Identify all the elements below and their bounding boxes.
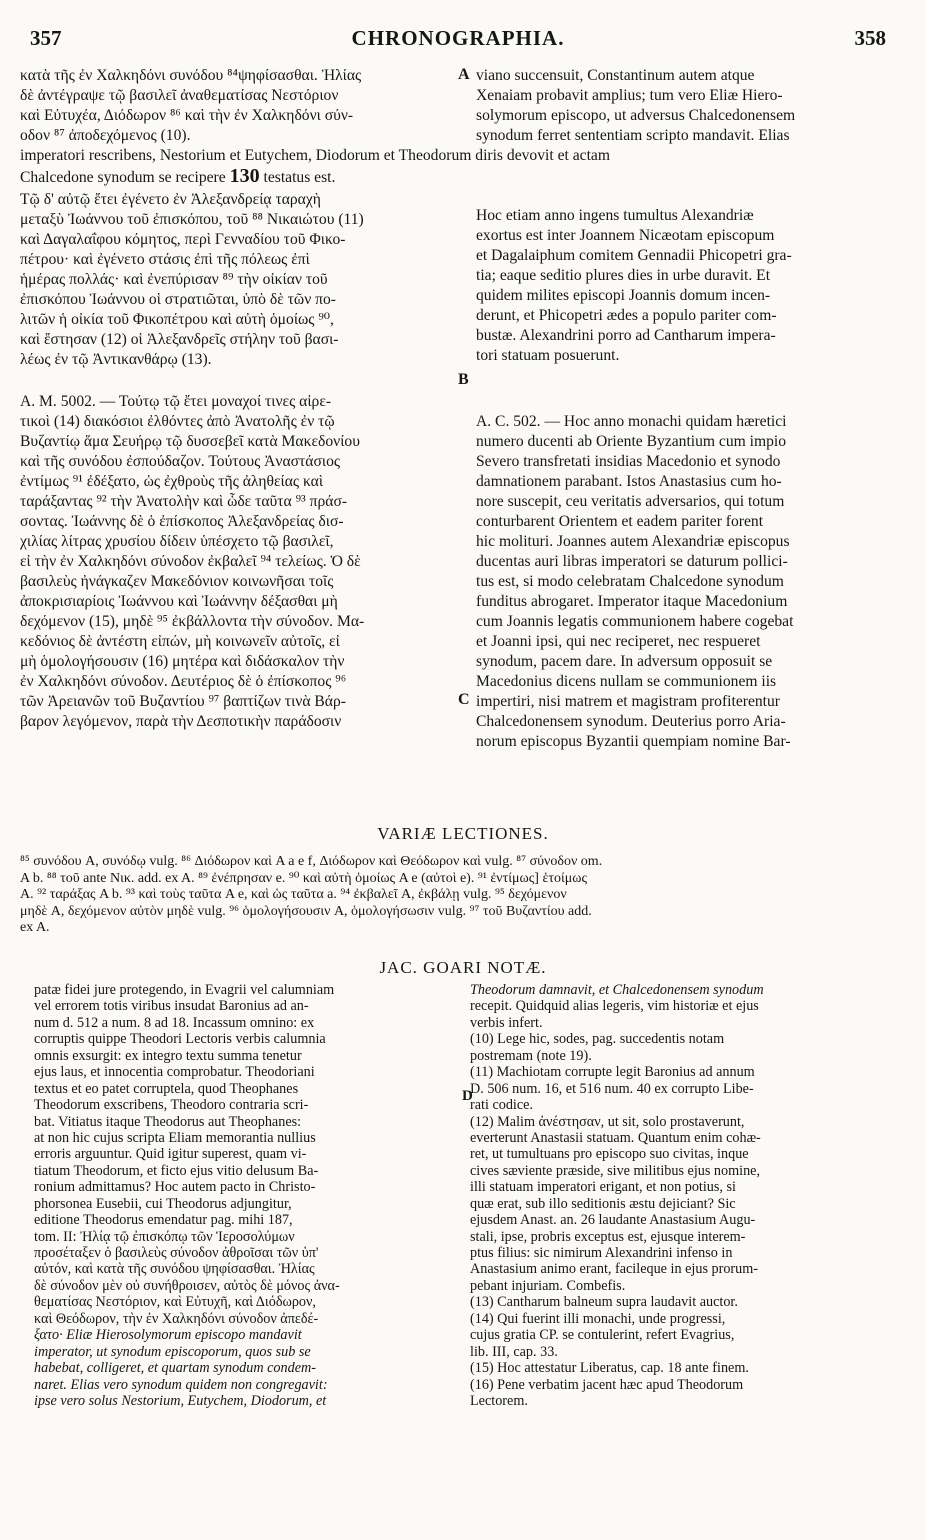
greek-line: Α. Μ. 5002. — Τούτῳ τῷ ἔτει μοναχοί τινες αἱρε- [20,393,332,410]
note-line: αὐτόν, καὶ κατὰ τῆς συνόδου ψηφίσασθαι. Ἠλίας [34,1261,315,1278]
margin-number: 130 [229,166,260,186]
latin-column-block-2 [476,206,896,366]
variant-line: A. ⁹² ταράξας A b. ⁹³ καὶ τοὺς ταῦτα A e, καὶ ὡς ταῦτα a. ⁹⁴ ἐκβαλεῖ A, ἐκβάλῃ vulg. ⁹⁵ δεχόμενον [20,887,567,902]
variae-lectiones-block [20,854,896,937]
note-line: δὲ σύνοδον μὲν οὐ συνήθροισεν, αὐτὸς δὲ μόνος ἀνα- [34,1277,340,1294]
note-line: rati codice. [470,1097,534,1114]
note-line: ξατο· Eliæ Hierosolymorum episcopo mandavit [34,1327,302,1344]
greek-line: ἐν Χαλκηδόνι σύνοδον. Δευτέριος δὲ ὁ ἐπίσκοπος ⁹⁶ [20,673,347,690]
variant-line: ex A. [20,920,50,935]
greek-line: σοντας. Ἰωάννης δὲ ὁ ἐπίσκοπος Ἀλεξανδρείας δισ- [20,513,344,530]
variae-lectiones-title: VARIÆ LECTIONES. [377,824,549,843]
note-line: patæ fidei jure protegendo, in Evagrii vel calumniam [34,982,335,998]
full-width-latin-lines [20,146,896,186]
greek-line: καὶ Δαγαλαΐφου κόμητος, περὶ Γενναδίου τοῦ Φικο- [20,231,346,248]
note-line: num d. 512 a num. 8 ad 18. Incassum omnino: ex [34,1014,315,1031]
greek-line: καὶ Εὐτυχέα, Διόδωρον ⁸⁶ καὶ τὴν ἐν Χαλκηδόνι σύν- [20,107,354,124]
note-line: stali, ipse, probris exceptus est, ejusque interem- [470,1228,746,1245]
greek-line: κεδόνιος δὲ ἀντέστη εἰπών, μὴ κοινωνεῖν αὐτοῖς, εἰ [20,633,340,650]
note-line: θεματίσας Νεστόριον, καὶ Εὐτυχῆ, καὶ Διόδωρον, [34,1294,316,1311]
latin-line: et Dagalaiphum comitem Gennadii Phicopetri gra- [476,247,792,264]
greek-line: χιλίας λίτρας χρυσίου δίδειν ὑπέσχετο τῷ βασιλεῖ, [20,533,334,550]
latin-line: hic molituri. Joannes autem Alexandriæ episcopus [476,533,790,550]
latin-line: imperatori rescribens, Nestorium et Eutychem, Diodorum et Theodorum diris devovit et actam [20,147,610,164]
right-page-number: 358 [854,26,886,50]
note-line: naret. Elias vero synodum quidem non congregavit: [34,1376,328,1393]
variant-line: ⁸⁵ συνόδου A, συνόδῳ vulg. ⁸⁶ Διόδωρον καὶ A a e f, Διόδωρον καὶ Θεόδωρον καὶ vulg. ⁸⁷ σύνοδον om. [20,854,603,869]
latin-line: Severo transfretati insidias Macedonio et synodo [476,453,781,470]
latin-line: bustæ. Alexandrini porro ad Cantharum impera- [476,327,776,344]
latin-line: synodum, pacem dare. In adversum opposuit se [476,653,773,670]
latin-line: nore suscepit, ceu veritatis adversarios, qui totum [476,493,785,510]
greek-line: μὴ ὁμολογήσουσιν (16) μητέρα καὶ διδάσκαλον τὴν [20,653,345,670]
note-line: (10) Lege hic, sodes, pag. succedentis notam [470,1031,725,1048]
latin-line: tus est, si modo celebratam Chalcedone synodum [476,573,784,590]
note-line: omnis exsurgit: ex integro textu summa tenetur [34,1047,302,1064]
latin-line: A. C. 502. — Hoc anno monachi quidam hæretici [476,413,787,430]
latin-line: Macedonius dicens nullam se communionem iis [476,673,777,690]
latin-line: ducentas auri libras imperatori se daturum pollici- [476,553,788,570]
note-line: editione Theodorus emendatur pag. mihi 187, [34,1212,293,1229]
latin-line: quidem milites episcopi Joannis domum incen- [476,287,771,304]
greek-line: μεταξὺ Ἰωάννου τοῦ ἐπισκόπου, τοῦ ⁸⁸ Νικαιώτου (11) [20,211,364,228]
note-line: postremam (note 19). [470,1047,592,1064]
latin-line: derunt, et Phicopetri ædes a populo pariter com- [476,307,777,324]
latin-line-part: Chalcedone synodum se recipere [20,169,226,186]
note-line: pebant injuriam. Combefis. [470,1277,626,1294]
latin-line: tia; eaque seditio plures dies in urbe duravit. Et [476,267,771,284]
latin-column-block-3 [476,412,896,752]
latin-line: funditus abrogaret. Imperator itaque Macedonium [476,593,788,610]
greek-column-block-2 [20,190,466,370]
latin-line: cum Joannis legatis communionem habere cogebat [476,613,794,630]
greek-line: κατὰ τῆς ἐν Χαλκηδόνι συνόδου ⁸⁴ψηφίσασθαι. Ἠλίας [20,67,362,84]
greek-line: βασιλεὺς ἠνάγκαζεν Μακεδόνιον κοινωνῆσαι τοῖς [20,573,334,590]
greek-line: καὶ τῆς συνόδου ἐσπούδαζον. Τούτους Ἀναστάσιος [20,453,341,470]
note-line: Anastasium animo erant, facileque in ejus prorum- [470,1261,758,1278]
latin-line: et Joanni ipsi, qui nec reciperet, nec respueret [476,633,761,650]
note-line: (15) Hoc attestatur Liberatus, cap. 18 ante finem. [470,1360,749,1377]
note-line: ejus laus, et innocentia comprobatur. Theodoriani [34,1064,315,1081]
note-line: tiatum Theodorum, et ficto ejus vitio delusum Ba- [34,1162,319,1179]
greek-line: καὶ ἔστησαν (12) οἱ Ἀλεξανδρεῖς στήλην τοῦ βασι- [20,331,339,348]
note-line: recepit. Quidquid alias legeris, vim historiæ et ejus [470,998,759,1015]
notes-right-column [470,982,900,1409]
note-line: bat. Vitiatus itaque Theodorus aut Theophanes: [34,1113,302,1130]
note-line: cives sæviente præside, sive militibus ejus nomine, [470,1162,761,1179]
margin-mark-a: A [458,66,470,83]
note-line: corruptis quippe Theodori Lectoris verbis calumnia [34,1031,326,1048]
note-line: ejusdem Anast. an. 26 laudante Anastasium Augu- [470,1212,756,1229]
note-line: textus et eo patet corruptela, quod Theophanes [34,1080,299,1097]
note-line: (12) Malim ἀνέστησαν, ut sit, solo prostaverunt, [470,1113,745,1130]
greek-line: ἐπισκόπου Ἰωάννου οἱ στρατιῶται, ὑπὸ δὲ τῶν πο- [20,291,337,308]
greek-line: βαρον λεγόμενον, παρὰ τὴν Δεσποτικὴν παράδοσιν [20,713,342,730]
note-line: ret, ut tumultuans pro episcopo suo civitas, inque [470,1146,749,1163]
notae-title: JAC. GOARI NOTÆ. [379,958,547,977]
note-line: quæ erat, sub illo seditionis æstu dejiciant? Sic [470,1195,736,1212]
variant-line: μηδὲ A, δεχόμενον αὐτὸν μηδὲ vulg. ⁹⁶ ὁμολογήσουσιν A, ὁμολογήσωσιν vulg. ⁹⁷ τοῦ Βυζαντίου add. [20,903,592,919]
note-line: προσέταξεν ὁ βασιλεὺς σύνοδον ἀθροῖσαι τῶν ὑπ' [34,1245,319,1261]
greek-line: ἐντίμως ⁹¹ ἐδέξατο, ὡς ἐχθροὺς τῆς ἀληθείας καὶ [20,473,324,490]
latin-line-part: testatus est. [263,169,336,186]
greek-line: λιτῶν ἡ οἰκία τοῦ Φικοπέτρου καὶ αὐτὴ ὁμοίως ⁹⁰, [20,311,334,328]
note-line: (11) Machiotam corrupte legit Baronius ad annum [470,1064,755,1081]
greek-line: Βυζαντίῳ ἅμα Σευήρῳ τῷ δυσσεβεῖ κατὰ Μακεδονίου [20,433,360,450]
greek-line: ἡμέρας πολλάς· καὶ ἐνεπύρισαν ⁸⁹ τὴν οἰκίαν τοῦ [20,271,328,288]
greek-column-block-1 [20,66,466,146]
greek-line: τῶν Ἀρειανῶν τοῦ Βυζαντίου ⁹⁷ βαπτίζων τινὰ Βάρ- [20,693,346,710]
latin-line [20,166,896,186]
note-line: lib. III, cap. 33. [470,1343,558,1360]
greek-line: τικοὶ (14) διακόσιοι ἐλθόντες ἀπὸ Ἀνατολῆς ἐν τῷ [20,413,335,430]
greek-line: λέως ἐν τῷ Ἀντικανθάρῳ (13). [20,351,212,368]
note-line: cujus gratia CP. se contulerint, refert Evagrius, [470,1327,735,1344]
latin-line: solymorum episcopo, ut adversus Chalcedonensem [476,107,796,124]
margin-mark-c: C [458,691,470,708]
greek-line: δὲ ἀντέγραψε τῷ βασιλεῖ ἀναθεματίσας Νεστόριον [20,87,339,104]
latin-line: numero ducenti ab Oriente Byzantium cum impio [476,433,787,450]
note-line: Theodorum damnavit, et Chalcedonensem synodum [470,982,764,998]
note-line: everterunt Anastasii statuam. Quantum enim cohæ- [470,1129,761,1146]
margin-mark-b: B [458,371,469,388]
greek-line: Τῷ δ' αὐτῷ ἔτει ἐγένετο ἐν Ἀλεξανδρείᾳ ταραχὴ [20,191,321,208]
latin-line: impertiri, nisi matrem et magistram profiterentur [476,693,780,710]
note-line: ipse vero solus Nestorium, Eutychem, Diodorum, et [34,1392,327,1409]
note-line: (16) Pene verbatim jacent hæc apud Theodorum [470,1376,744,1393]
note-line: tom. II: Ἠλίᾳ τῷ ἐπισκόπῳ τῶν Ἱεροσολύμων [34,1228,295,1245]
latin-line: conturbarent Orientem et eadem pariter forent [476,513,764,530]
note-line: habebat, colligeret, et quartam synodum condem- [34,1360,316,1377]
note-line: at non hic cujus scripta Eliam memorantia nullius [34,1129,316,1146]
note-line: illi statuam imperatori erigant, et non potius, si [470,1179,736,1196]
margin-mark-d: D [462,1088,473,1104]
note-line: (14) Qui fuerint illi monachi, unde progressi, [470,1310,726,1327]
latin-line: exortus est inter Joannem Nicæotam episcopum [476,227,775,244]
running-title: CHRONOGRAPHIA. [351,26,565,50]
left-page-number: 357 [30,26,62,50]
variant-line: A b. ⁸⁸ τοῦ ante Νικ. add. ex A. ⁸⁹ ἐνέπρησαν e. ⁹⁰ καὶ αὐτὴ ὁμοίως A e (αὐτοὶ e). ⁹¹ ἐντίμως] ἑτοίμως [20,870,587,886]
latin-line: Hoc etiam anno ingens tumultus Alexandriæ [476,207,754,224]
note-line: verbis infert. [470,1014,543,1031]
note-line: imperator, ut synodum episcoporum, quos sub se [34,1343,311,1360]
note-line: (13) Cantharum balneum supra laudavit auctor. [470,1294,738,1311]
latin-line: norum episcopus Byzantii quempiam nomine Bar- [476,733,791,750]
note-line: Lectorem. [470,1392,528,1409]
note-line: ronium admittamus? Hoc autem pacto in Christo- [34,1179,316,1196]
note-line: ptus filius: sic nimirum Alexandrini infenso in [470,1245,733,1261]
running-header [30,26,886,52]
latin-line: Xenaiam probavit amplius; tum vero Eliæ Hiero- [476,87,783,104]
greek-column-block-3 [20,392,466,732]
greek-line: ταράξαντας ⁹² τὴν Ἀνατολὴν καὶ ὧδε ταῦτα ⁹³ πράσ- [20,493,348,510]
note-line: erroris arguuntur. Quid igitur superest, quam vi- [34,1146,307,1163]
latin-line: Chalcedonensem synodum. Deuterius porro Aria- [476,713,786,730]
notes-left-column [34,982,462,1409]
latin-line: damnationem parabant. Istos Anastasius cum ho- [476,473,782,490]
greek-line: πέτρου· καὶ ἐγένετο στάσις ἐπὶ τῆς πόλεως ἐπὶ [20,251,310,268]
note-line: D. 506 num. 16, et 516 num. 40 ex corrupto Libe- [470,1080,754,1097]
latin-line: synodum ferret sententiam scripto mandavit. Elias [476,127,790,144]
latin-line: tori statuam posuerunt. [476,347,620,364]
greek-line: δεχόμενον (15), μηδὲ ⁹⁵ ἐκβάλλοντα τὴν σύνοδον. Μα- [20,613,365,630]
greek-line: εἰ τὴν ἐν Χαλκηδόνι σύνοδον ἐκβαλεῖ ⁹⁴ τελείως. Ὁ δὲ [20,553,361,570]
latin-column-block-1 [476,66,896,146]
greek-line: ἀποκρισιαρίοις Ἰωάννου καὶ Ἰωάννην δέξασθαι μὴ [20,593,338,610]
latin-line: viano succensuit, Constantinum autem atque [476,67,755,84]
greek-line: οδον ⁸⁷ ἀποδεχόμενος (10). [20,127,191,144]
note-line: Theodorum exscribens, Theodoro contraria scri- [34,1097,309,1114]
note-line: phorsonea Eusebii, cui Theodorus adjungitur, [34,1195,292,1212]
note-line: καὶ Θεόδωρον, τὴν ἐν Χαλκηδόνι σύνοδον ἀπεδέ- [34,1310,319,1327]
note-line: vel errorem totis viribus insudat Baronius ad an- [34,998,309,1015]
